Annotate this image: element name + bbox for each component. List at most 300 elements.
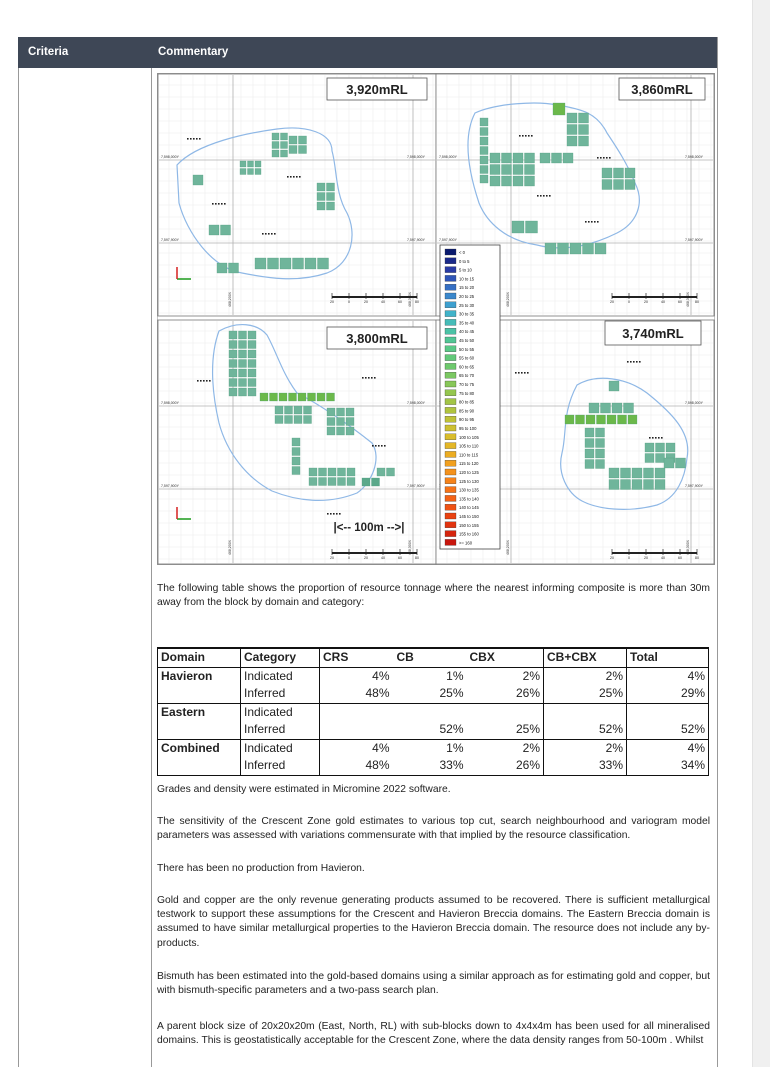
scale-bar-tick-label: 40: [381, 300, 385, 304]
table-row: [158, 703, 709, 721]
model-block: [193, 175, 203, 185]
legend-swatch: [445, 355, 456, 361]
model-block: [317, 202, 325, 210]
legend-label: 150 to 155: [459, 522, 479, 528]
drillhole-marker: [606, 157, 608, 159]
table-header-row: [158, 648, 709, 667]
model-block: [512, 221, 524, 233]
model-block: [346, 418, 354, 426]
drillhole-marker: [196, 138, 198, 140]
cell-cbcbx: 2%: [544, 667, 627, 685]
column-divider: [151, 68, 152, 1067]
model-block: [347, 478, 355, 486]
model-block: [540, 153, 550, 163]
model-block: [229, 350, 237, 358]
model-block: [240, 169, 246, 175]
scale-bar-tick-label: 20: [644, 300, 648, 304]
model-block: [645, 443, 654, 452]
drillhole-marker: [262, 233, 264, 235]
drillhole-marker: [515, 372, 517, 374]
cell-cbx: 26%: [467, 685, 544, 703]
table-row: [158, 667, 709, 685]
northing-label: 7,598,000Y: [407, 155, 425, 159]
drillhole-marker: [594, 221, 596, 223]
legend-swatch: [445, 460, 456, 466]
northing-label: 7,597,900Y: [407, 238, 425, 242]
model-block: [585, 460, 594, 469]
drillhole-marker: [362, 377, 364, 379]
model-block: [272, 150, 279, 157]
model-block: [327, 427, 335, 435]
model-block: [601, 403, 611, 413]
drillhole-marker: [521, 372, 523, 374]
model-block: [319, 468, 327, 476]
model-block: [513, 153, 523, 163]
scale-bar-tick-label: 40: [661, 300, 665, 304]
legend-swatch: [445, 531, 456, 537]
model-block: [621, 468, 631, 478]
model-block: [317, 193, 325, 201]
model-block: [644, 480, 654, 490]
model-block: [621, 480, 631, 490]
easting-label: 468,300X: [686, 540, 690, 555]
northing-label: 7,598,000Y: [161, 401, 179, 405]
model-block: [309, 478, 317, 486]
cell-cbcbx: [544, 703, 627, 721]
legend-label: 80 to 85: [459, 399, 475, 405]
drillhole-marker: [200, 380, 202, 382]
model-block: [596, 428, 605, 437]
model-block: [292, 438, 300, 446]
legend-swatch: [445, 416, 456, 422]
model-block: [576, 415, 585, 424]
drillhole-marker: [215, 203, 217, 205]
model-block: [239, 360, 247, 368]
legend-label: 45 to 50: [459, 338, 475, 343]
scale-100m-label: |<-- 100m -->|: [333, 522, 405, 534]
model-block: [346, 408, 354, 416]
cell-total: 52%: [627, 721, 709, 739]
drillhole-marker: [265, 233, 267, 235]
model-block: [279, 393, 287, 401]
easting-label: 468,200X: [228, 540, 232, 555]
model-block: [513, 165, 523, 175]
model-block: [655, 480, 665, 490]
table-row: [158, 739, 709, 757]
paragraph-block-size: A parent block size of 20x20x20m (East, North, RL) with sub-blocks down to 4x4x4m has been used for all mineralised domains. This is geostatistically acceptable for the Crescent Zone, where the data density ranges from 50-100m . Whilst: [157, 1021, 710, 1047]
model-block: [656, 443, 665, 452]
scale-bar-tick-label: 40: [381, 556, 385, 560]
legend-label: 0 to 5: [459, 258, 470, 264]
scale-bar-tick-label: 0: [628, 556, 630, 560]
model-block: [614, 180, 624, 190]
drillhole-marker: [525, 135, 527, 137]
model-block: [327, 393, 335, 401]
northing-label: 7,597,900Y: [439, 238, 457, 242]
scale-bar-tick-label: 20: [610, 300, 614, 304]
scale-bar-tick-label: 20: [330, 556, 334, 560]
model-block: [609, 480, 619, 490]
model-block: [229, 388, 237, 396]
model-block: [239, 341, 247, 349]
model-block: [229, 360, 237, 368]
northing-label: 7,598,000Y: [161, 155, 179, 159]
model-block: [480, 175, 488, 183]
model-block: [387, 468, 395, 476]
model-block: [607, 415, 616, 424]
scale-bar-tick-label: 40: [661, 556, 665, 560]
model-block: [567, 136, 577, 146]
drillhole-marker: [543, 195, 545, 197]
drillhole-marker: [339, 513, 341, 515]
legend-swatch: [445, 513, 456, 519]
model-block: [304, 416, 312, 424]
model-block: [632, 468, 642, 478]
legend-label: 65 to 70: [459, 373, 475, 379]
model-block: [579, 125, 589, 135]
model-block: [644, 468, 654, 478]
criteria-header: Criteria: [28, 46, 69, 58]
model-block: [595, 243, 606, 254]
panel-label: 3,920mRL: [346, 82, 408, 97]
cell-total: 29%: [627, 685, 709, 703]
drillhole-marker: [193, 138, 195, 140]
commentary-header: Commentary: [158, 46, 229, 58]
drillhole-marker: [518, 372, 520, 374]
northing-label: 7,597,900Y: [407, 484, 425, 488]
model-block: [255, 258, 266, 269]
model-block: [362, 478, 370, 486]
drillhole-marker: [209, 380, 211, 382]
scale-bar-tick-label: 20: [364, 556, 368, 560]
drillhole-marker: [519, 135, 521, 137]
model-block: [255, 169, 261, 175]
cell-crs: 4%: [320, 667, 393, 685]
drillhole-marker: [630, 361, 632, 363]
drillhole-marker: [368, 377, 370, 379]
paragraph-sensitivity: The sensitivity of the Crescent Zone gold estimates to various top cut, search neighbourhood and variogram model parameters was assessed with variations commensurate with that implied by the resource classification.: [157, 816, 710, 842]
legend-swatch: [445, 443, 456, 449]
model-block: [328, 478, 336, 486]
model-block: [281, 150, 288, 157]
legend-label: 155 to 160: [459, 531, 479, 537]
scrollbar[interactable]: [752, 0, 770, 1067]
model-block: [525, 153, 535, 163]
legend-swatch: [445, 284, 456, 290]
th-cbcbx: CB+CBX: [544, 648, 627, 667]
legend-swatch: [445, 363, 456, 369]
legend-swatch: [445, 275, 456, 281]
drillhole-marker: [274, 233, 276, 235]
legend-label: 75 to 80: [459, 390, 475, 396]
legend-label: 100 to 105: [459, 434, 479, 440]
model-block: [490, 153, 500, 163]
cell-category: Inferred: [241, 757, 320, 775]
model-block: [480, 147, 488, 155]
model-block: [338, 468, 346, 476]
model-block: [285, 406, 293, 414]
model-block: [596, 439, 605, 448]
model-block: [337, 408, 345, 416]
model-block: [248, 369, 256, 377]
cell-cb: 1%: [446, 740, 464, 755]
model-block: [229, 369, 237, 377]
model-block: [298, 393, 306, 401]
legend-swatch: [445, 478, 456, 484]
northing-label: 7,598,000Y: [685, 401, 703, 405]
legend-label: 60 to 65: [459, 364, 475, 370]
drillhole-marker: [591, 221, 593, 223]
drillhole-marker: [639, 361, 641, 363]
model-block: [490, 176, 500, 186]
model-block: [525, 176, 535, 186]
drillhole-marker: [197, 380, 199, 382]
th-category: Category: [241, 648, 320, 667]
drillhole-marker: [372, 445, 374, 447]
model-block: [292, 448, 300, 456]
legend-label: 95 to 100: [459, 426, 477, 431]
drillhole-marker: [658, 437, 660, 439]
model-block: [294, 416, 302, 424]
model-block: [585, 439, 594, 448]
legend-swatch: [445, 522, 456, 528]
panel-label: 3,740mRL: [622, 326, 684, 341]
legend-swatch: [445, 337, 456, 343]
scale-bar-tick-label: 20: [364, 300, 368, 304]
model-block: [289, 136, 297, 144]
easting-label: 468,300X: [686, 292, 690, 307]
model-block: [585, 449, 594, 458]
model-block: [480, 166, 488, 174]
model-block: [618, 415, 627, 424]
cell-cbcbx: 33%: [544, 757, 627, 775]
cell-cb: [393, 703, 467, 721]
model-block: [289, 393, 297, 401]
table-row: [158, 757, 709, 775]
model-block: [317, 393, 325, 401]
legend-label: < 0: [459, 250, 465, 255]
model-block: [299, 146, 307, 154]
cell-cbx: [467, 703, 544, 721]
model-block: [632, 480, 642, 490]
drillhole-marker: [293, 176, 295, 178]
th-domain: Domain: [158, 648, 241, 667]
model-block: [602, 168, 612, 178]
drillhole-marker: [597, 157, 599, 159]
cell-cbcbx: 2%: [544, 739, 627, 757]
model-block: [666, 443, 675, 452]
model-block: [656, 454, 665, 463]
legend-label: 135 to 140: [459, 496, 479, 502]
paragraph-metallurgy: Gold and copper are the only revenue generating products assumed to be recovered. There is sufficient metallurgical testwork to support these assumptions for the Crescent and Havieron Breccia domains. The Eastern Breccia domain is assumed to have similar metallurgical properties to the Havieron Breccia domain. The resource does not include any by-products.: [157, 895, 710, 949]
cell-domain: Combined: [158, 739, 241, 757]
model-block: [289, 146, 297, 154]
drillhole-marker: [600, 157, 602, 159]
model-block: [327, 183, 335, 191]
model-block: [229, 379, 237, 387]
model-block: [567, 113, 577, 123]
drillhole-marker: [528, 135, 530, 137]
legend-label: >= 160: [459, 540, 473, 546]
legend-label: 90 to 95: [459, 417, 475, 423]
panel-label: 3,800mRL: [346, 331, 408, 346]
model-block: [612, 403, 622, 413]
model-block: [327, 418, 335, 426]
easting-label: 468,200X: [506, 292, 510, 307]
model-block: [337, 427, 345, 435]
cell-category: Indicated: [241, 667, 320, 685]
proportion-table: [157, 647, 708, 776]
legend-label: 125 to 130: [459, 478, 479, 484]
cell-cbcbx: 25%: [544, 685, 627, 703]
scale-bar-tick-label: 0: [348, 300, 350, 304]
drillhole-marker: [371, 377, 373, 379]
model-block: [502, 165, 512, 175]
northing-label: 7,597,900Y: [161, 238, 179, 242]
cell-domain: Eastern: [158, 703, 241, 721]
model-block: [480, 156, 488, 164]
model-block: [596, 449, 605, 458]
northing-label: 7,598,000Y: [685, 155, 703, 159]
model-block: [281, 133, 288, 140]
model-block: [625, 180, 635, 190]
drillhole-marker: [527, 372, 529, 374]
model-block: [609, 468, 619, 478]
cell-category: Inferred: [241, 721, 320, 739]
drillhole-marker: [633, 361, 635, 363]
legend-swatch: [445, 539, 456, 545]
model-block: [502, 153, 512, 163]
scale-bar-tick-label: 80: [415, 556, 419, 560]
drillhole-marker: [327, 513, 329, 515]
model-block: [327, 193, 335, 201]
model-block: [552, 153, 562, 163]
model-block: [272, 142, 279, 149]
panel-label: 3,860mRL: [631, 82, 693, 97]
scale-bar-tick-label: 60: [398, 300, 402, 304]
model-block: [275, 416, 283, 424]
th-cbx: CBX: [467, 648, 544, 667]
legend-swatch: [445, 249, 456, 255]
scale-bar-tick-label: 20: [610, 556, 614, 560]
cell-category: Indicated: [241, 739, 320, 757]
drillhole-marker: [603, 157, 605, 159]
scale-bar-tick-label: 0: [348, 556, 350, 560]
legend-swatch: [445, 311, 456, 317]
legend-label: 105 to 110: [459, 443, 479, 449]
model-block: [328, 468, 336, 476]
cell-cb: 25%: [393, 685, 467, 703]
model-block: [229, 341, 237, 349]
legend-swatch: [445, 495, 456, 501]
scale-bar-tick-label: 80: [695, 300, 699, 304]
model-block: [614, 168, 624, 178]
legend-label: 130 to 135: [459, 487, 479, 493]
drillhole-marker: [296, 176, 298, 178]
drillhole-marker: [546, 195, 548, 197]
drillhole-marker: [187, 138, 189, 140]
cell-cbcbx: 52%: [544, 721, 627, 739]
model-block: [255, 161, 261, 167]
drillhole-marker: [522, 135, 524, 137]
model-block: [221, 225, 231, 235]
northing-label: 7,598,000Y: [407, 401, 425, 405]
model-block: [292, 457, 300, 465]
drillhole-marker: [375, 445, 377, 447]
th-total: Total: [627, 648, 709, 667]
cell-total: 4%: [627, 667, 709, 685]
th-cb: CB: [393, 648, 467, 667]
model-block: [239, 331, 247, 339]
cell-cb: 1%: [446, 668, 464, 683]
cell-domain: [158, 685, 241, 703]
model-block: [270, 393, 278, 401]
legend-label: 70 to 75: [459, 382, 475, 387]
model-block: [268, 258, 279, 269]
legend-label: 35 to 40: [459, 320, 475, 326]
drillhole-marker: [221, 203, 223, 205]
legend-swatch: [445, 504, 456, 510]
model-block: [558, 243, 569, 254]
model-block: [272, 133, 279, 140]
drillhole-marker: [384, 445, 386, 447]
model-block: [526, 221, 538, 233]
legend-label: 15 to 20: [459, 285, 475, 291]
model-block: [293, 258, 304, 269]
model-block: [229, 263, 239, 273]
drillhole-marker: [224, 203, 226, 205]
model-block: [248, 360, 256, 368]
scale-bar-tick-label: 80: [415, 300, 419, 304]
cell-cbx: 25%: [467, 721, 544, 739]
legend-swatch: [445, 469, 456, 475]
legend-swatch: [445, 319, 456, 325]
model-block: [502, 176, 512, 186]
legend-swatch: [445, 267, 456, 273]
model-block: [628, 415, 637, 424]
model-block: [525, 165, 535, 175]
model-block: [317, 183, 325, 191]
model-block: [337, 418, 345, 426]
model-block: [248, 379, 256, 387]
legend-box: [440, 245, 500, 549]
model-block: [280, 258, 291, 269]
cell-cb: 33%: [393, 757, 467, 775]
scale-bar-tick-label: 60: [398, 556, 402, 560]
model-block: [567, 125, 577, 135]
model-block: [545, 243, 556, 254]
model-block: [248, 161, 254, 167]
model-block: [319, 478, 327, 486]
legend-label: 30 to 35: [459, 311, 475, 317]
cell-crs: 4%: [320, 739, 393, 757]
paragraph-software: Grades and density were estimated in Micromine 2022 software.: [157, 784, 451, 795]
drillhole-marker: [661, 437, 663, 439]
drillhole-marker: [655, 437, 657, 439]
model-block: [589, 403, 599, 413]
model-block: [299, 136, 307, 144]
scale-bar-tick-label: 20: [330, 300, 334, 304]
table-row: [158, 721, 709, 739]
legend-label: 20 to 25: [459, 294, 475, 299]
drillhole-marker: [336, 513, 338, 515]
model-block: [579, 136, 589, 146]
paragraph-bismuth: Bismuth has been estimated into the gold-based domains using a similar approach as for estimating gold and copper, but with bismuth-specific parameters and a two-pass search plan.: [157, 971, 710, 997]
drillhole-marker: [636, 361, 638, 363]
model-block: [240, 161, 246, 167]
cell-total: [627, 703, 709, 721]
model-block: [248, 341, 256, 349]
